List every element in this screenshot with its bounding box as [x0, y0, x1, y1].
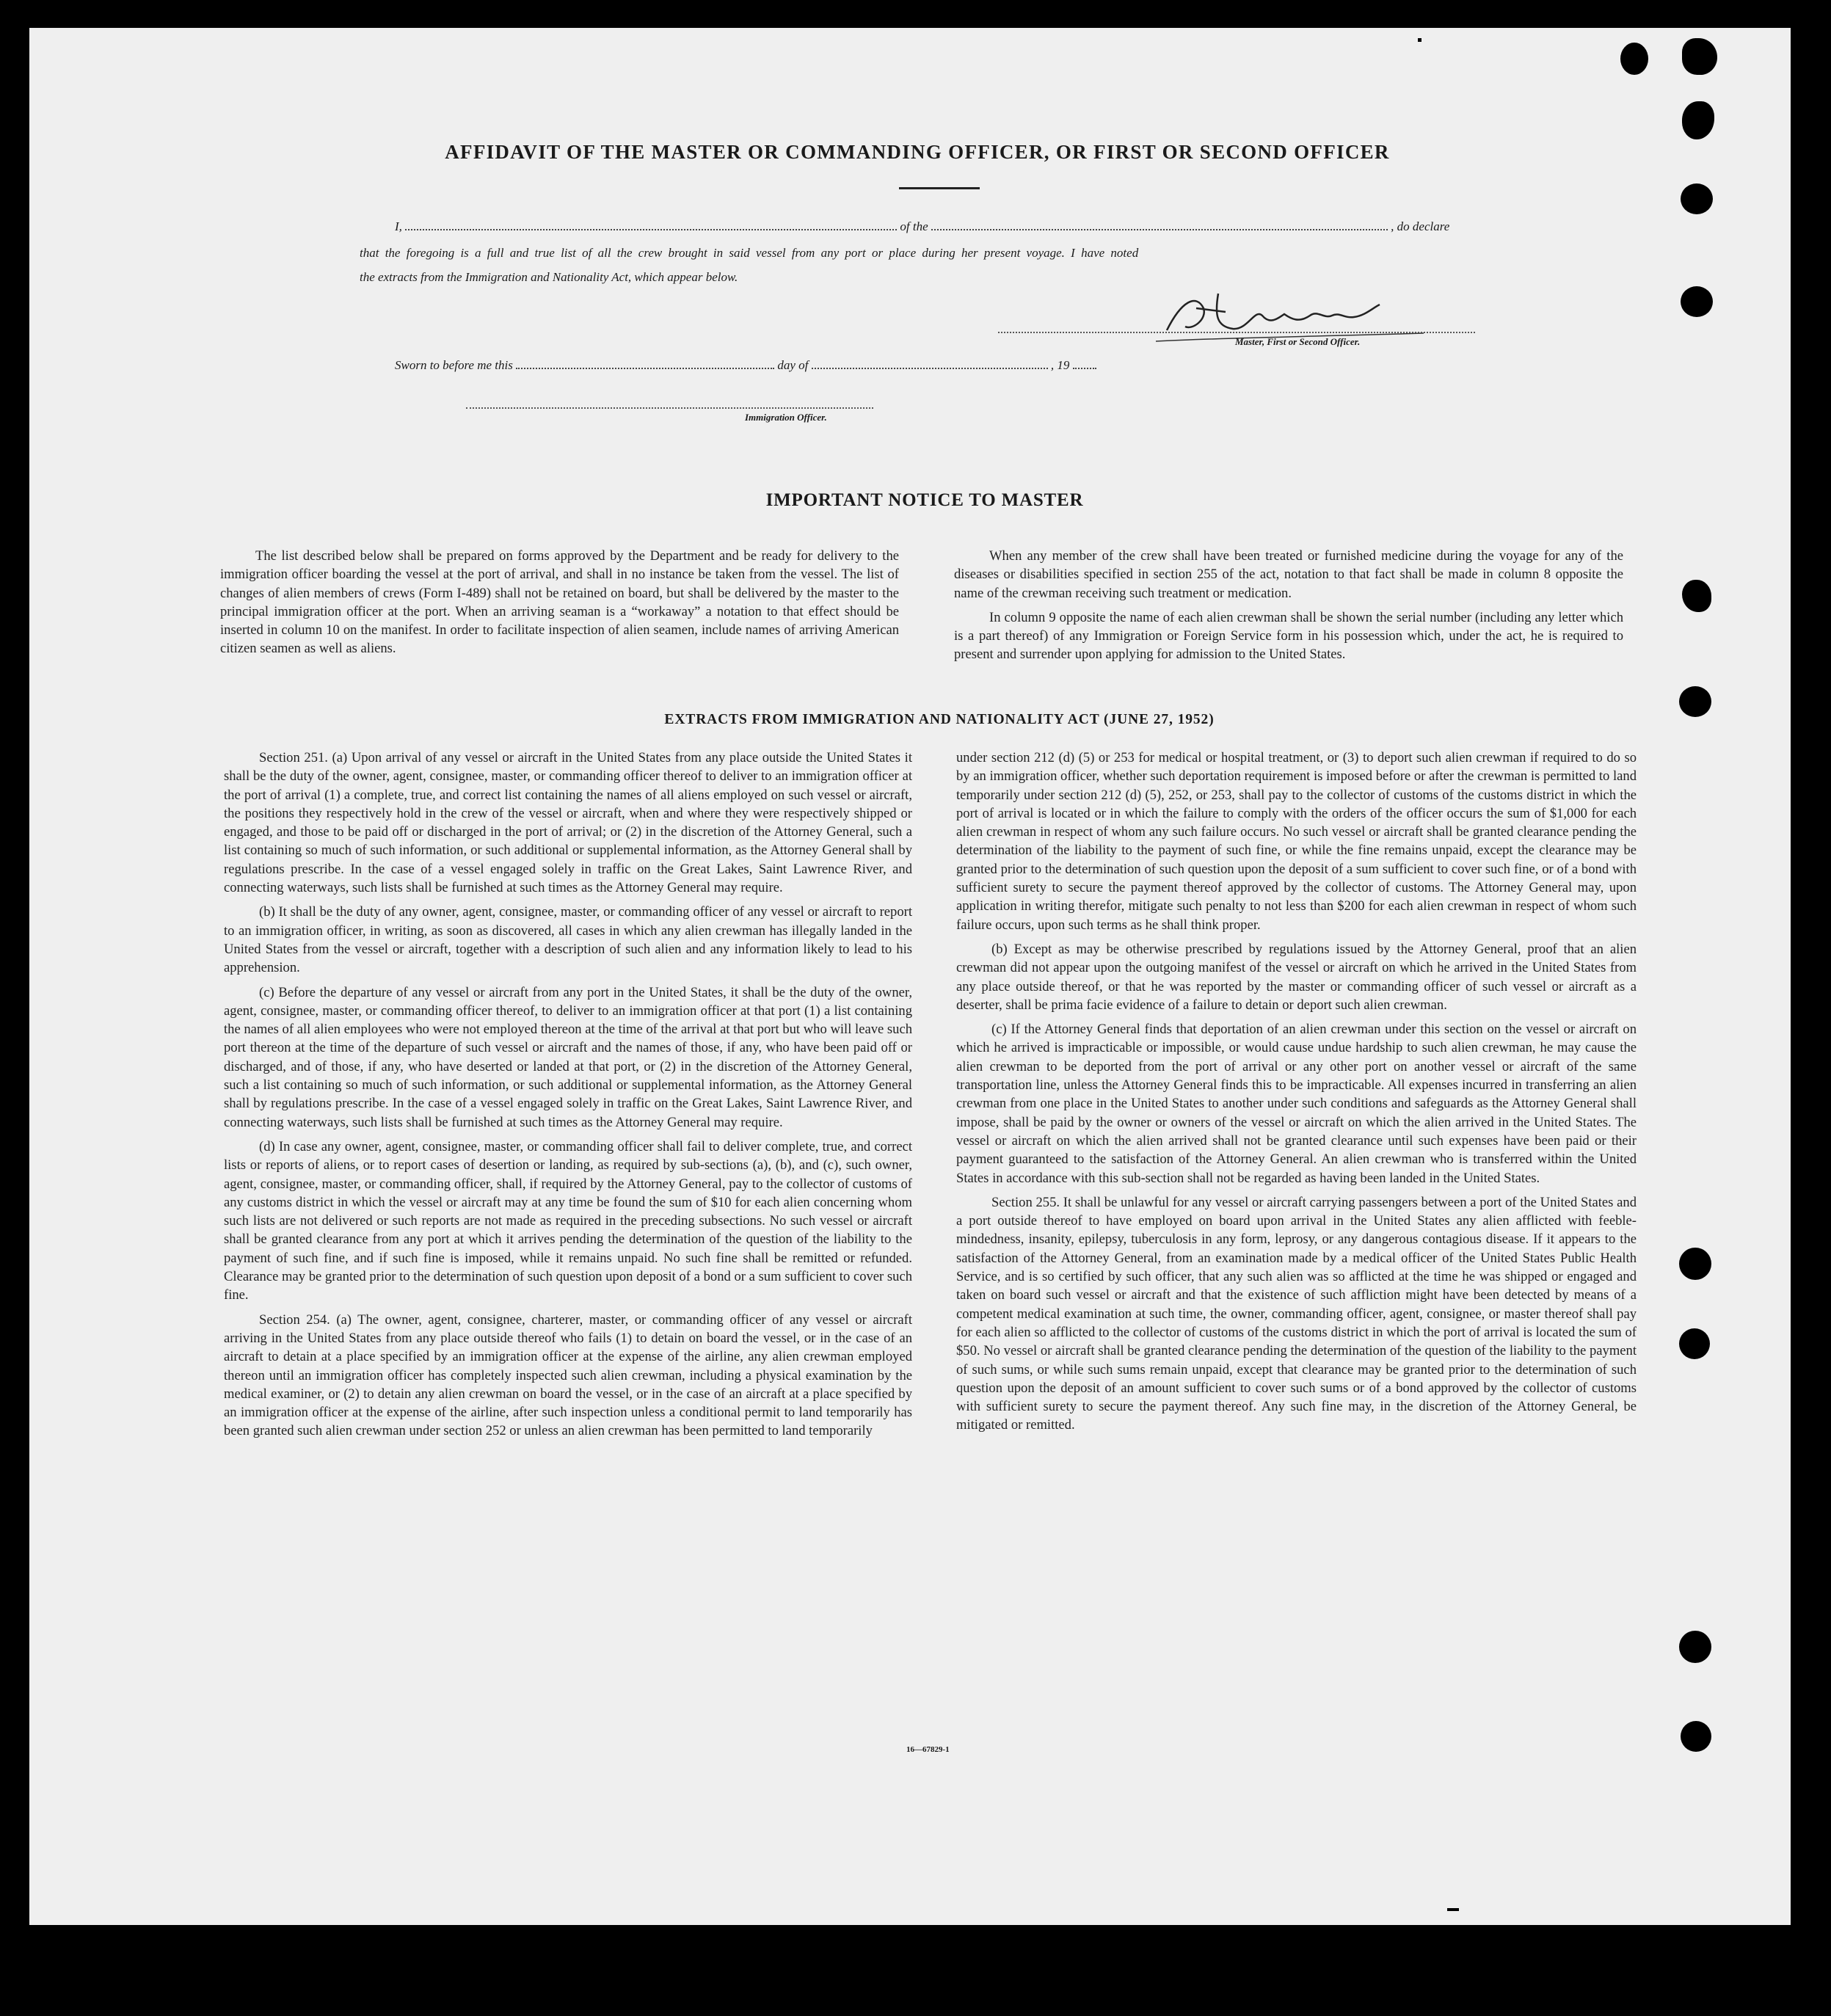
day-of-label: day of	[777, 358, 809, 372]
month-blank[interactable]	[812, 357, 1048, 369]
immigration-officer-label: Immigration Officer.	[745, 412, 827, 423]
form-number: 16—67829-1	[906, 1745, 950, 1754]
section-251c-paragraph: (c) Before the departure of any vessel or aircraft from any port in the United States, it shall be the duty of the owner, agent, consignee, master, or commanding officer thereof, to deliver to an immigration officer at that port (1) a list containing the names of all alien employees who were not employed thereon at the time of the arrival at that port but who will leave such port thereon at the time of the departure of such vessel or aircraft and the names of those, if any, who have been paid off or discharged, and of those, if any, who have deserted or landed at that port, or (2) in the discretion of the Attorney General, such a list containing so much of such information, or such additional or supplemental information, as the Attorney General shall by regulations prescribe. In the case of a vessel engaged solely in traffic on the Great Lakes, Saint Lawrence River, and connecting waterways, such lists shall be furnished at such times as the Attorney General may require.	[224, 984, 912, 1130]
punch-hole	[1682, 38, 1717, 75]
punch-hole	[1679, 686, 1711, 717]
immigration-officer-signature-line[interactable]	[466, 407, 873, 409]
punch-hole	[1679, 1631, 1711, 1663]
do-declare-label: , do declare	[1391, 219, 1450, 233]
master-label: Master, First or Second Officer.	[1235, 336, 1361, 347]
notice-paragraph: In column 9 opposite the name of each alien crewman shall be shown the serial number (including any letter which is a part thereof) of any Immigration or Foreign Service form in his possession which, under the act, he is required to present and surrender upon applying for admission to the United States.	[954, 609, 1623, 663]
declaration-first-line	[395, 219, 1449, 234]
punch-hole	[1679, 1328, 1710, 1359]
i-label: I,	[395, 219, 402, 233]
vessel-blank[interactable]	[931, 219, 1388, 230]
signature-line[interactable]	[998, 332, 1475, 333]
punch-hole	[1679, 1248, 1711, 1280]
punch-hole	[1681, 183, 1713, 214]
scan-speck	[1447, 1908, 1459, 1911]
notice-title: IMPORTANT NOTICE TO MASTER	[765, 490, 1084, 510]
section-251a-paragraph: Section 251. (a) Upon arrival of any vessel or aircraft in the United States from any place outside the United States it shall be the duty of the owner, agent, consignee, master, or commanding officer thereof to deliver to an immigration officer at the port of arrival (1) a complete, true, and correct list containing the names of all aliens employed on such vessel or aircraft, the positions they respectively hold in the crew of the vessel or aircraft, when and where they were respectively shipped or engaged, and those to be paid off or discharged in the port of arrival; or (2) in the discretion of the Attorney General, such a list containing so much of such information, or such additional or supplemental information, as the Attorney General shall by regulations prescribe. In the case of a vessel engaged solely in traffic on the Great Lakes, Saint Lawrence River, and connecting waterways, such lists shall be furnished at such times as the Attorney General may require.	[224, 750, 912, 896]
sworn-line	[395, 357, 1096, 373]
notice-left-column	[220, 547, 899, 664]
section-254a-continued: under section 212 (d) (5) or 253 for medical or hospital treatment, or (3) to deport such alien crewman if required to do so by an immigration officer, whether such deportation requirement is imposed before or after the crewman is permitted to land temporarily under section 212 (d) (5), 252, or 253, shall pay to the collector of customs of the customs district in which the port of arrival is located or in which the failure to comply with the orders of the officer occurs the sum of $1,000 for each alien crewman in respect of whom any such failure occurs. No such vessel or aircraft shall be granted clearance pending the determination of the liability to the payment of such fine, or while the fine remains unpaid, except the clearance may be granted prior to the determination of such question upon the deposit of a sum sufficient to cover such fine, or of a bond with sufficient surety to secure the payment thereof approved by the collector of customs. The Attorney General may, upon application in writing therefor, mitigate such penalty to not less than $200 for each alien crewman in respect of whom such failure occurs, upon such terms as he shall think proper.	[956, 750, 1637, 933]
section-251d-paragraph: (d) In case any owner, agent, consignee, master, or commanding officer shall fail to deliver complete, true, and correct lists or reports of aliens, or to report cases of desertion or landing, as required by sub-sections (a), (b), and (c), such owner, agent, consignee, master, or commanding officer, shall, if required by the Attorney General, pay to the collector of customs of any customs district in which the vessel or aircraft may at any time be found the sum of $10 for each alien concerning whom such lists are not delivered or such reports are not made as required in the preceding subsections. No such vessel or aircraft shall be granted clearance from any port at which it arrives pending the determination of the question of the liability to the payment of such fine, and if such fine is imposed, while it remains unpaid. No such fine shall be remitted or refunded. Clearance may be granted prior to the determination of such question upon deposit of a bond or a sum sufficient to cover such fine.	[224, 1138, 912, 1303]
notice-right-column	[954, 547, 1623, 670]
extracts-left-column	[224, 749, 912, 1447]
punch-hole	[1620, 43, 1648, 75]
punch-hole	[1681, 286, 1713, 317]
notice-paragraph: When any member of the crew shall have been treated or furnished medicine during the voyage for any of the diseases or disabilities specified in section 255 of the act, notation to that fact shall be made in column 8 opposite the name of the crewman receiving such treatment or medication.	[954, 548, 1623, 601]
notice-paragraph: The list described below shall be prepared on forms approved by the Department and be ready for delivery to the immigration officer boarding the vessel at the port of arrival, and shall in no instance be taken from the vessel. The list of changes of alien members of crews (Form I-489) shall not be retained on board, but shall be delivered by the master to the principal immigration officer at the port. When an arriving seaman is a “workaway” a notation to that effect should be inserted in column 10 on the manifest. In order to facilitate inspection of alien seamen, include names of arriving American citizen seamen as well as aliens.	[220, 548, 899, 657]
year-blank[interactable]	[1073, 357, 1096, 369]
of-the-label: of the	[900, 219, 928, 233]
declaration-line-2: that the foregoing is a full and true list of all the crew brought in said vessel from any port or place during her present voyage. I have noted	[360, 246, 1139, 260]
section-251b-paragraph: (b) It shall be the duty of any owner, agent, consignee, master, or commanding officer of any vessel or aircraft to report to an immigration officer, in writing, as soon as discovered, all cases in which any alien crewman has illegally landed in the United States from the vessel or aircraft, together with a description of such alien and any information likely to lead to his apprehension.	[224, 904, 912, 976]
affidavit-title: AFFIDAVIT OF THE MASTER OR COMMANDING OFFICER, OR FIRST OR SECOND OFFICER	[445, 141, 1390, 163]
punch-hole	[1681, 1721, 1711, 1752]
sworn-label: Sworn to before me this	[395, 358, 513, 372]
extracts-title: EXTRACTS FROM IMMIGRATION AND NATIONALITY ACT (JUNE 27, 1952)	[664, 712, 1215, 727]
title-divider	[899, 187, 980, 189]
section-255-paragraph: Section 255. It shall be unlawful for any vessel or aircraft carrying passengers between a port of the United States and a port outside thereof to have employed on board upon arrival in the United States any alien afflicted with feeble-mindedness, insanity, epilepsy, tuberculosis in any form, leprosy, or any dangerous contagious disease. If it appears to the satisfaction of the Attorney General, from an examination made by a medical officer of the United States Public Health Service, and is so certified by such officer, that any such alien was so afflicted at the time he was shipped or engaged and taken on board such vessel or aircraft and that the existence of such affliction might have been detected by means of a competent medical examination at such time, the owner, commanding officer, agent, consignee, or master thereof shall pay for each alien so afflicted to the collector of customs of the customs district in which the port of arrival is located the sum of $50. No vessel or aircraft shall be granted clearance pending the determination of the question of the liability to the payment of such sums, or while such sums remain unpaid, except that clearance may be granted prior to the determination of such question upon the deposit of an amount sufficient to cover such sums or of a bond approved by the collector of customs with sufficient surety to secure the payment thereof. Any such fine may, in the discretion of the Attorney General, be mitigated or remitted.	[956, 1194, 1637, 1433]
day-blank[interactable]	[516, 357, 774, 369]
section-254c-paragraph: (c) If the Attorney General finds that deportation of an alien crewman under this section on the vessel or aircraft on which he arrived is impracticable or impossible, or would cause undue hardship to such alien crewman, he may cause the alien crewman to be deported from the port of arrival or any other port on another vessel or aircraft of the same transportation line, unless the Attorney General finds this to be impracticable. All expenses incurred in transferring an alien crewman from one place in the United States to another under such conditions and safeguards as the Attorney General shall impose, shall be paid by the owner or owners of the vessel or aircraft on which the alien arrived in the United States. The vessel or aircraft on which the alien arrived shall not be granted clearance until such expenses have been paid or their payment guaranteed to the satisfaction of the Attorney General. An alien crewman who is transferred within the United States in accordance with this sub-section shall not be regarded as having been landed in the United States.	[956, 1022, 1637, 1186]
section-254a-paragraph: Section 254. (a) The owner, agent, consignee, charterer, master, or commanding officer of any vessel or aircraft arriving in the United States from any place outside thereof who fails (1) to detain on board the vessel, or in the case of an aircraft to detain at a place specified by an immigration officer at the expense of the airline, any alien crewman employed thereon until an immigration officer has completely inspected such alien crewman, including a physical examination by the medical examiner, or (2) to detain any alien crewman on board the vessel, or in the case of an aircraft at a place specified by an immigration officer at the expense of the airline, after such inspection unless a conditional permit to land temporarily has been granted such alien crewman under section 252 or unless an alien crewman has been permitted to land temporarily	[224, 1311, 912, 1439]
declaration-line-3: the extracts from the Immigration and Nationality Act, which appear below.	[360, 270, 738, 284]
punch-hole	[1682, 580, 1711, 612]
extracts-right-column	[956, 749, 1637, 1441]
name-blank[interactable]	[405, 219, 897, 230]
section-254b-paragraph: (b) Except as may be otherwise prescribed by regulations issued by the Attorney General, proof that an alien crewman did not appear upon the outgoing manifest of the vessel or aircraft on which he arrived in the United States from any place outside thereof, or that he was reported by the master or commanding officer of such vessel or aircraft as a deserter, shall be prima facie evidence of a failure to detain or deport such alien crewman.	[956, 941, 1637, 1013]
scan-speck	[1418, 38, 1422, 42]
year-label: , 19	[1050, 358, 1070, 372]
